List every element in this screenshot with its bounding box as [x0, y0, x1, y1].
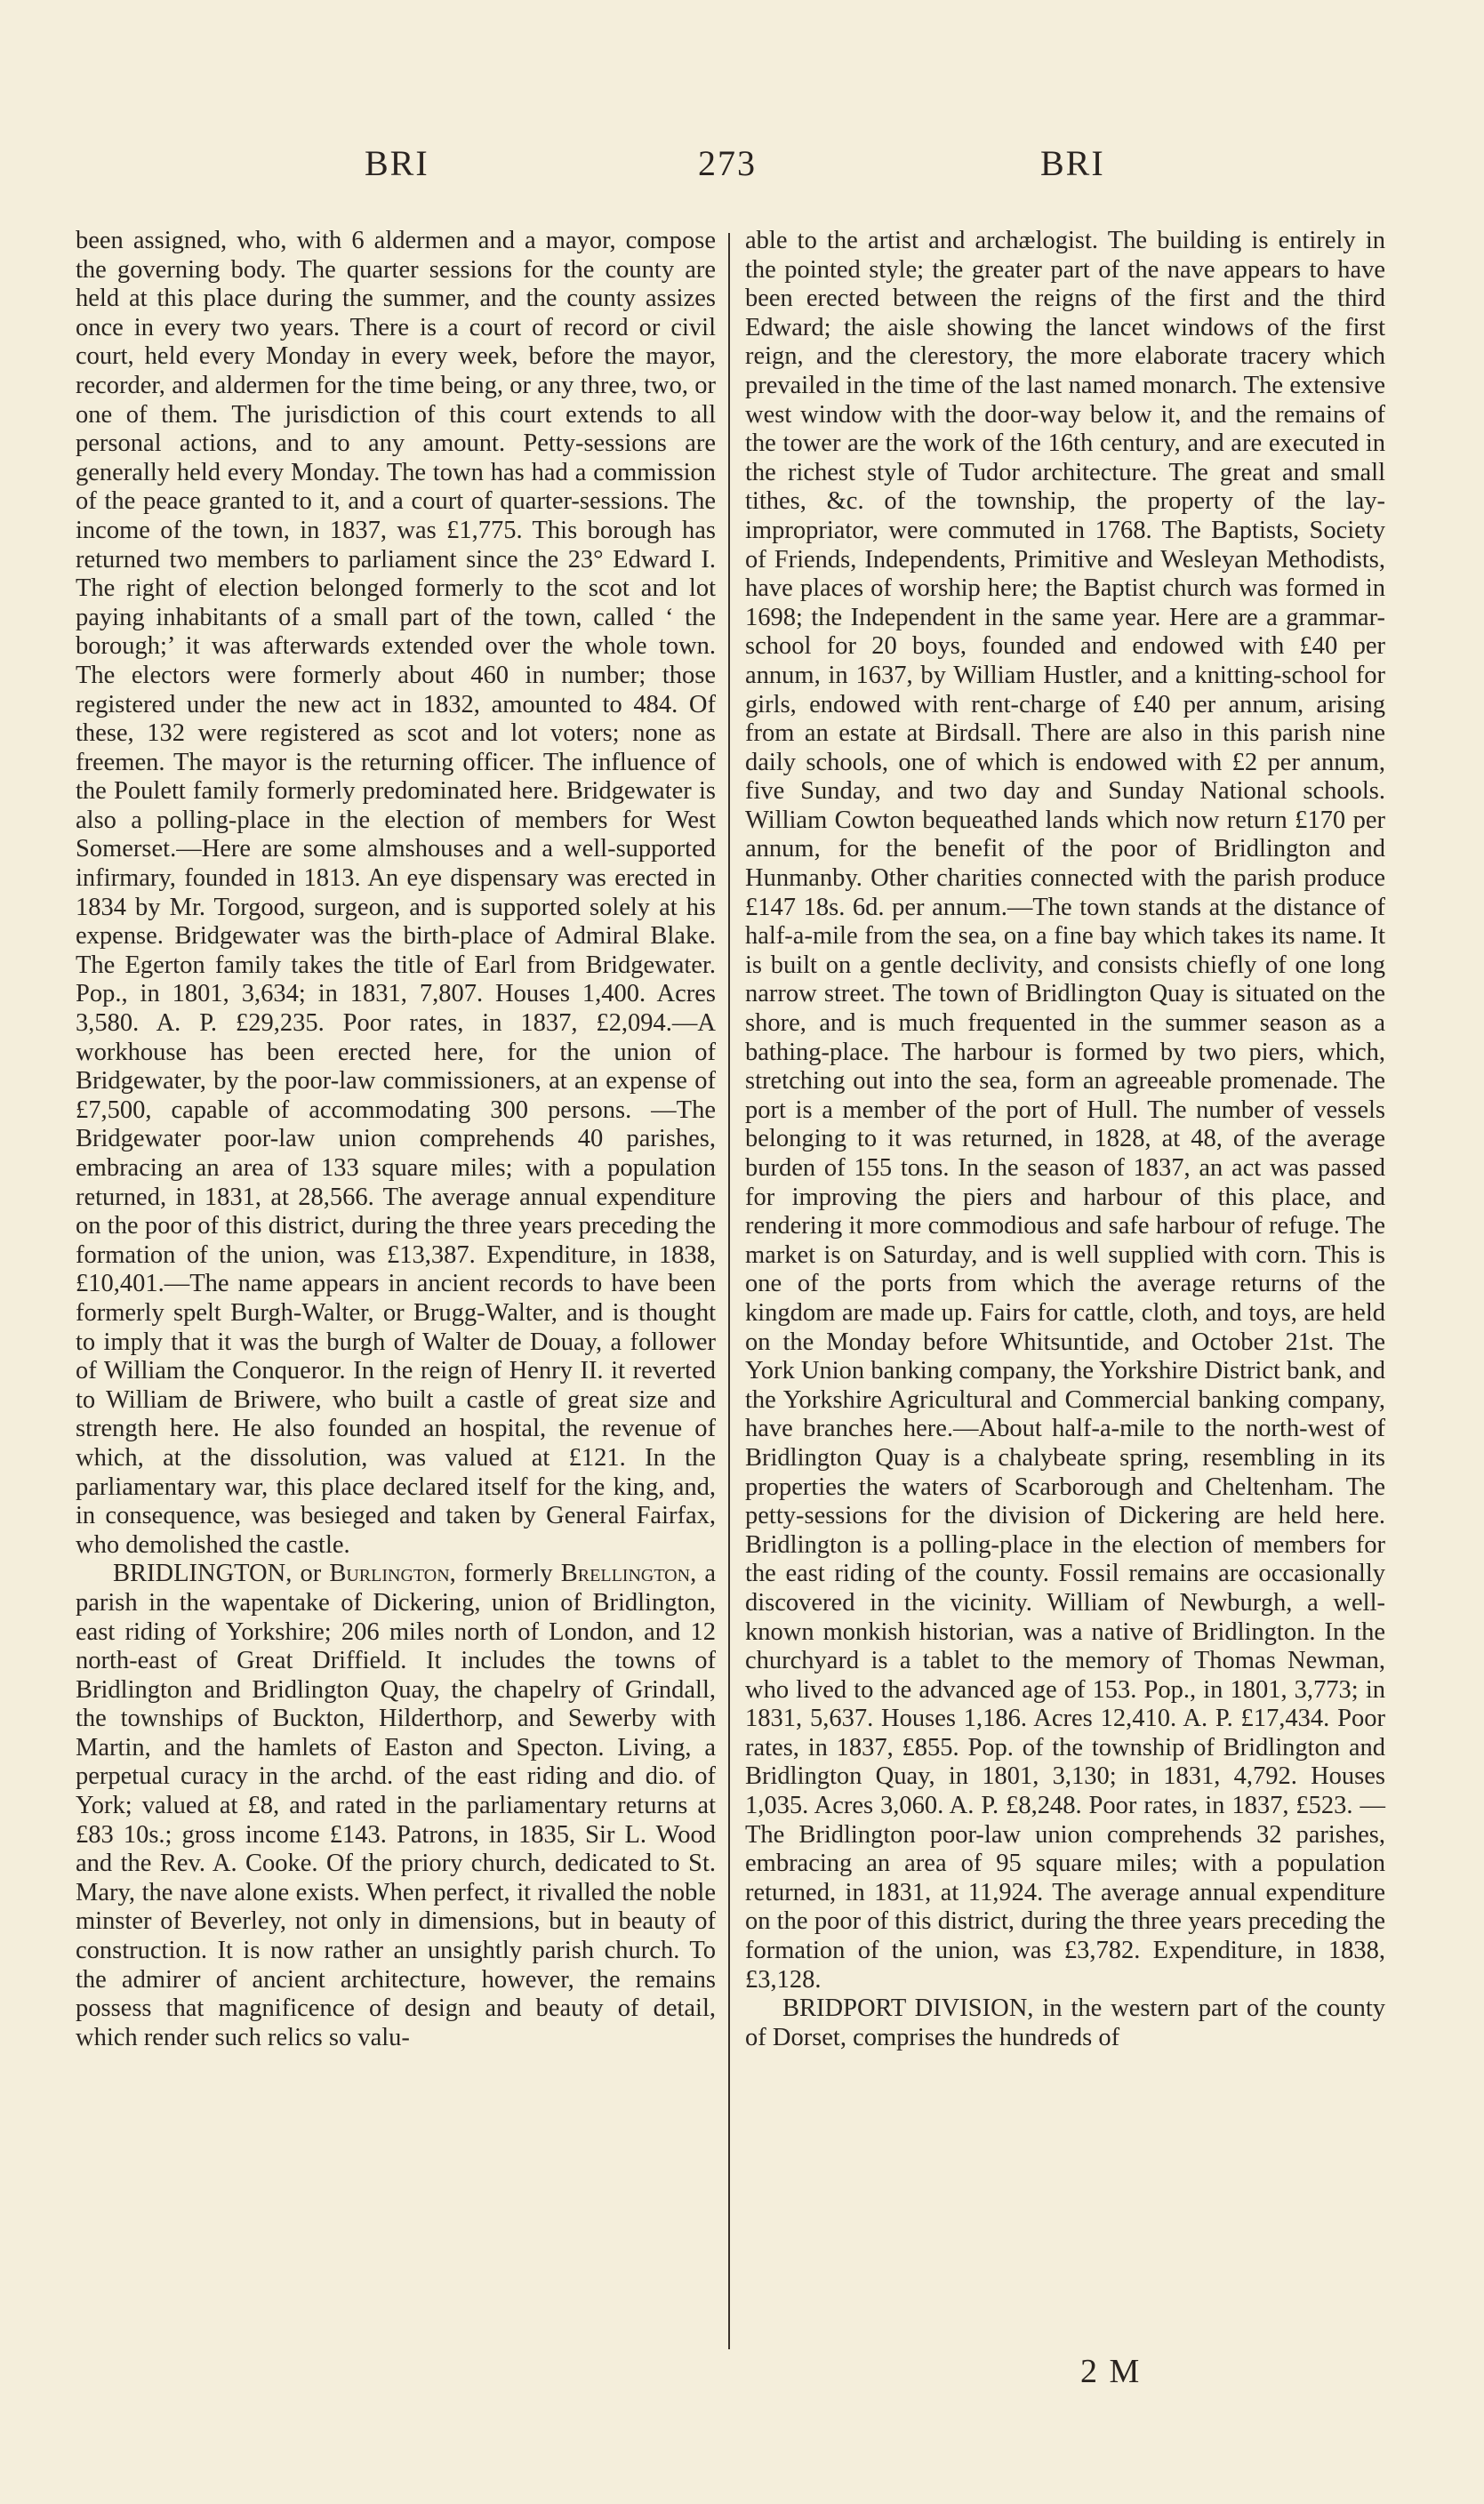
running-header: [0, 142, 1484, 196]
right-column: [745, 227, 1385, 2052]
signature-mark: 2 M: [1080, 2353, 1142, 2390]
entry-alt-name: Burlington,: [329, 1560, 456, 1588]
entry-headword: BRIDLINGTON,: [113, 1560, 293, 1588]
header-right-word: BRI: [1040, 143, 1105, 183]
entry-connector-or: or: [292, 1560, 330, 1588]
left-column: [76, 227, 716, 2052]
entry-body: a parish in the wapentake of Dickering, union of Bridlington, east riding of Yorkshire; 206 miles north of London, and 12 north-east of Great Driffield. It includes the towns of Bridlington and Bridlington Quay, the chapelry of Grindall, the townships of Buckton, Hilderthorp, and Sewerby with Martin, and the hamlets of Easton and Specton. Living, a perpetual curacy in the archd. of the east riding and dio. of York; valued at £8, and rated in the parliamentary returns at £83 10s.; gross income £143. Patrons, in 1835, Sir L. Wood and the Rev. A. Cooke. Of the priory church, dedicated to St. Mary, the nave alone exists. When perfect, it rivalled the noble minster of Beverley, not only in dimensions, but in beauty of construction. It is now rather an unsightly parish church. To the admirer of ancient architecture, however, the remains possess that magnificence of design and beauty of detail, which render such relics so valu-: [76, 1560, 716, 2051]
left-paragraph-2: [76, 1560, 716, 2052]
right-paragraph-2: BRIDPORT DIVISION, in the western part of the county of Dorset, comprises the hundreds of: [745, 1994, 1385, 2051]
header-left-word: BRI: [365, 143, 429, 183]
entry-connector-formerly: formerly: [455, 1560, 561, 1588]
entry-old-name: Brellington,: [560, 1560, 697, 1588]
page-number: 273: [698, 143, 757, 183]
column-divider: [728, 233, 730, 2349]
right-paragraph-1: able to the artist and archælogist. The building is entirely in the pointed style; the greater part of the nave appears to have been erected between the reigns of the first and the third Edward; the aisle showing the lancet windows of the first reign, and the clerestory, the more elaborate tracery which prevailed in the time of the last named monarch. The extensive west window with the door-way below it, and the remains of the tower are the work of the 16th century, and are executed in the richest style of Tudor architecture. The great and small tithes, &c. of the township, the property of the lay-impropriator, were commuted in 1768. The Baptists, Society of Friends, Independents, Primitive and Wesleyan Methodists, have places of worship here; the Baptist church was formed in 1698; the Independent in the same year. Here are a grammar-school for 20 boys, founded and endowed with £40 per annum, in 1637, by William Hustler, and a knitting-school for girls, endowed with rent-charge of £40 per annum, arising from an estate at Birdsall. There are also in this parish nine daily schools, one of which is endowed with £2 per annum, five Sunday, and two day and Sunday National schools. William Cowton bequeathed lands which now return £170 per annum, for the benefit of the poor of Bridlington and Hunmanby. Other charities connected with the parish produce £147 18s. 6d. per annum.—The town stands at the distance of half-a-mile from the sea, on a fine bay which takes its name. It is built on a gentle declivity, and consists chiefly of one long narrow street. The town of Bridlington Quay is situated on the shore, and is much frequented in the summer season as a bathing-place. The harbour is formed by two piers, which, stretching out into the sea, form an agreeable promenade. The port is a member of the port of Hull. The number of vessels belonging to it was returned, in 1828, at 48, of the average burden of 155 tons. In the season of 1837, an act was passed for improving the piers and harbour of this place, and rendering it more commodious and safe harbour of refuge. The market is on Saturday, and is well supplied with corn. This is one of the ports from which the average returns of the kingdom are made up. Fairs for cattle, cloth, and toys, are held on the Monday before Whitsuntide, and October 21st. The York Union banking company, the Yorkshire District bank, and the Yorkshire Agricultural and Commercial banking company, have branches here.—About half-a-mile to the north-west of Bridlington Quay is a chalybeate spring, resembling in its properties the waters of Scarborough and Cheltenham. The petty-sessions for the division of Dickering are held here. Bridlington is a polling-place in the election of members for the east riding of the county. Fossil remains are occasionally discovered in the vicinity. William of Newburgh, a well-known monkish historian, was a native of Bridlington. In the churchyard is a tablet to the memory of Thomas Newman, who lived to the advanced age of 153. Pop., in 1801, 3,773; in 1831, 5,637. Houses 1,186. Acres 12,410. A. P. £17,434. Poor rates, in 1837, £855. Pop. of the township of Bridlington and Bridlington Quay, in 1801, 3,130; in 1831, 4,792. Houses 1,035. Acres 3,060. A. P. £8,248. Poor rates, in 1837, £523. —The Bridlington poor-law union comprehends 32 parishes, embracing an area of 95 square miles; with a population returned, in 1831, at 11,924. The average annual expenditure on the poor of this district, during the three years preceding the formation of the union, was £3,782. Expenditure, in 1838, £3,128.: [745, 227, 1385, 1994]
left-paragraph-1: been assigned, who, with 6 aldermen and a mayor, compose the governing body. The quarter sessions for the county are held at this place during the summer, and the county assizes once in every two years. There is a court of record or civil court, held every Monday in every week, before the mayor, recorder, and aldermen for the time being, or any three, two, or one of them. The jurisdiction of this court extends to all personal actions, and to any amount. Petty-sessions are generally held every Monday. The town has had a commission of the peace granted to it, and a court of quarter-sessions. The income of the town, in 1837, was £1,775. This borough has returned two members to parliament since the 23° Edward I. The right of election belonged formerly to the scot and lot paying inhabitants of a small part of the town, called ‘ the borough;’ it was afterwards extended over the whole town. The electors were formerly about 460 in number; those registered under the new act in 1832, amounted to 484. Of these, 132 were registered as scot and lot voters; none as freemen. The mayor is the returning officer. The influence of the Poulett family formerly predominated here. Bridgewater is also a polling-place in the election of members for West Somerset.—Here are some almshouses and a well-supported infirmary, founded in 1813. An eye dispensary was erected in 1834 by Mr. Torgood, surgeon, and is supported solely at his expense. Bridgewater was the birth-place of Admiral Blake. The Egerton family takes the title of Earl from Bridgewater. Pop., in 1801, 3,634; in 1831, 7,807. Houses 1,400. Acres 3,580. A. P. £29,235. Poor rates, in 1837, £2,094.—A workhouse has been erected here, for the union of Bridgewater, by the poor-law commissioners, at an expense of £7,500, capable of accommodating 300 persons. —The Bridgewater poor-law union comprehends 40 parishes, embracing an area of 133 square miles; with a population returned, in 1831, at 28,566. The average annual expenditure on the poor of this district, during the three years preceding the formation of the union, was £13,387. Expenditure, in 1838, £10,401.—The name appears in ancient records to have been formerly spelt Burgh-Walter, or Brugg-Walter, and is thought to imply that it was the burgh of Walter de Douay, a follower of William the Conqueror. In the reign of Henry II. it reverted to William de Briwere, who built a castle of great size and strength here. He also founded an hospital, the revenue of which, at the dissolution, was valued at £121. In the parliamentary war, this place declared itself for the king, and, in consequence, was besieged and taken by General Fairfax, who demolished the castle.: [76, 227, 716, 1559]
